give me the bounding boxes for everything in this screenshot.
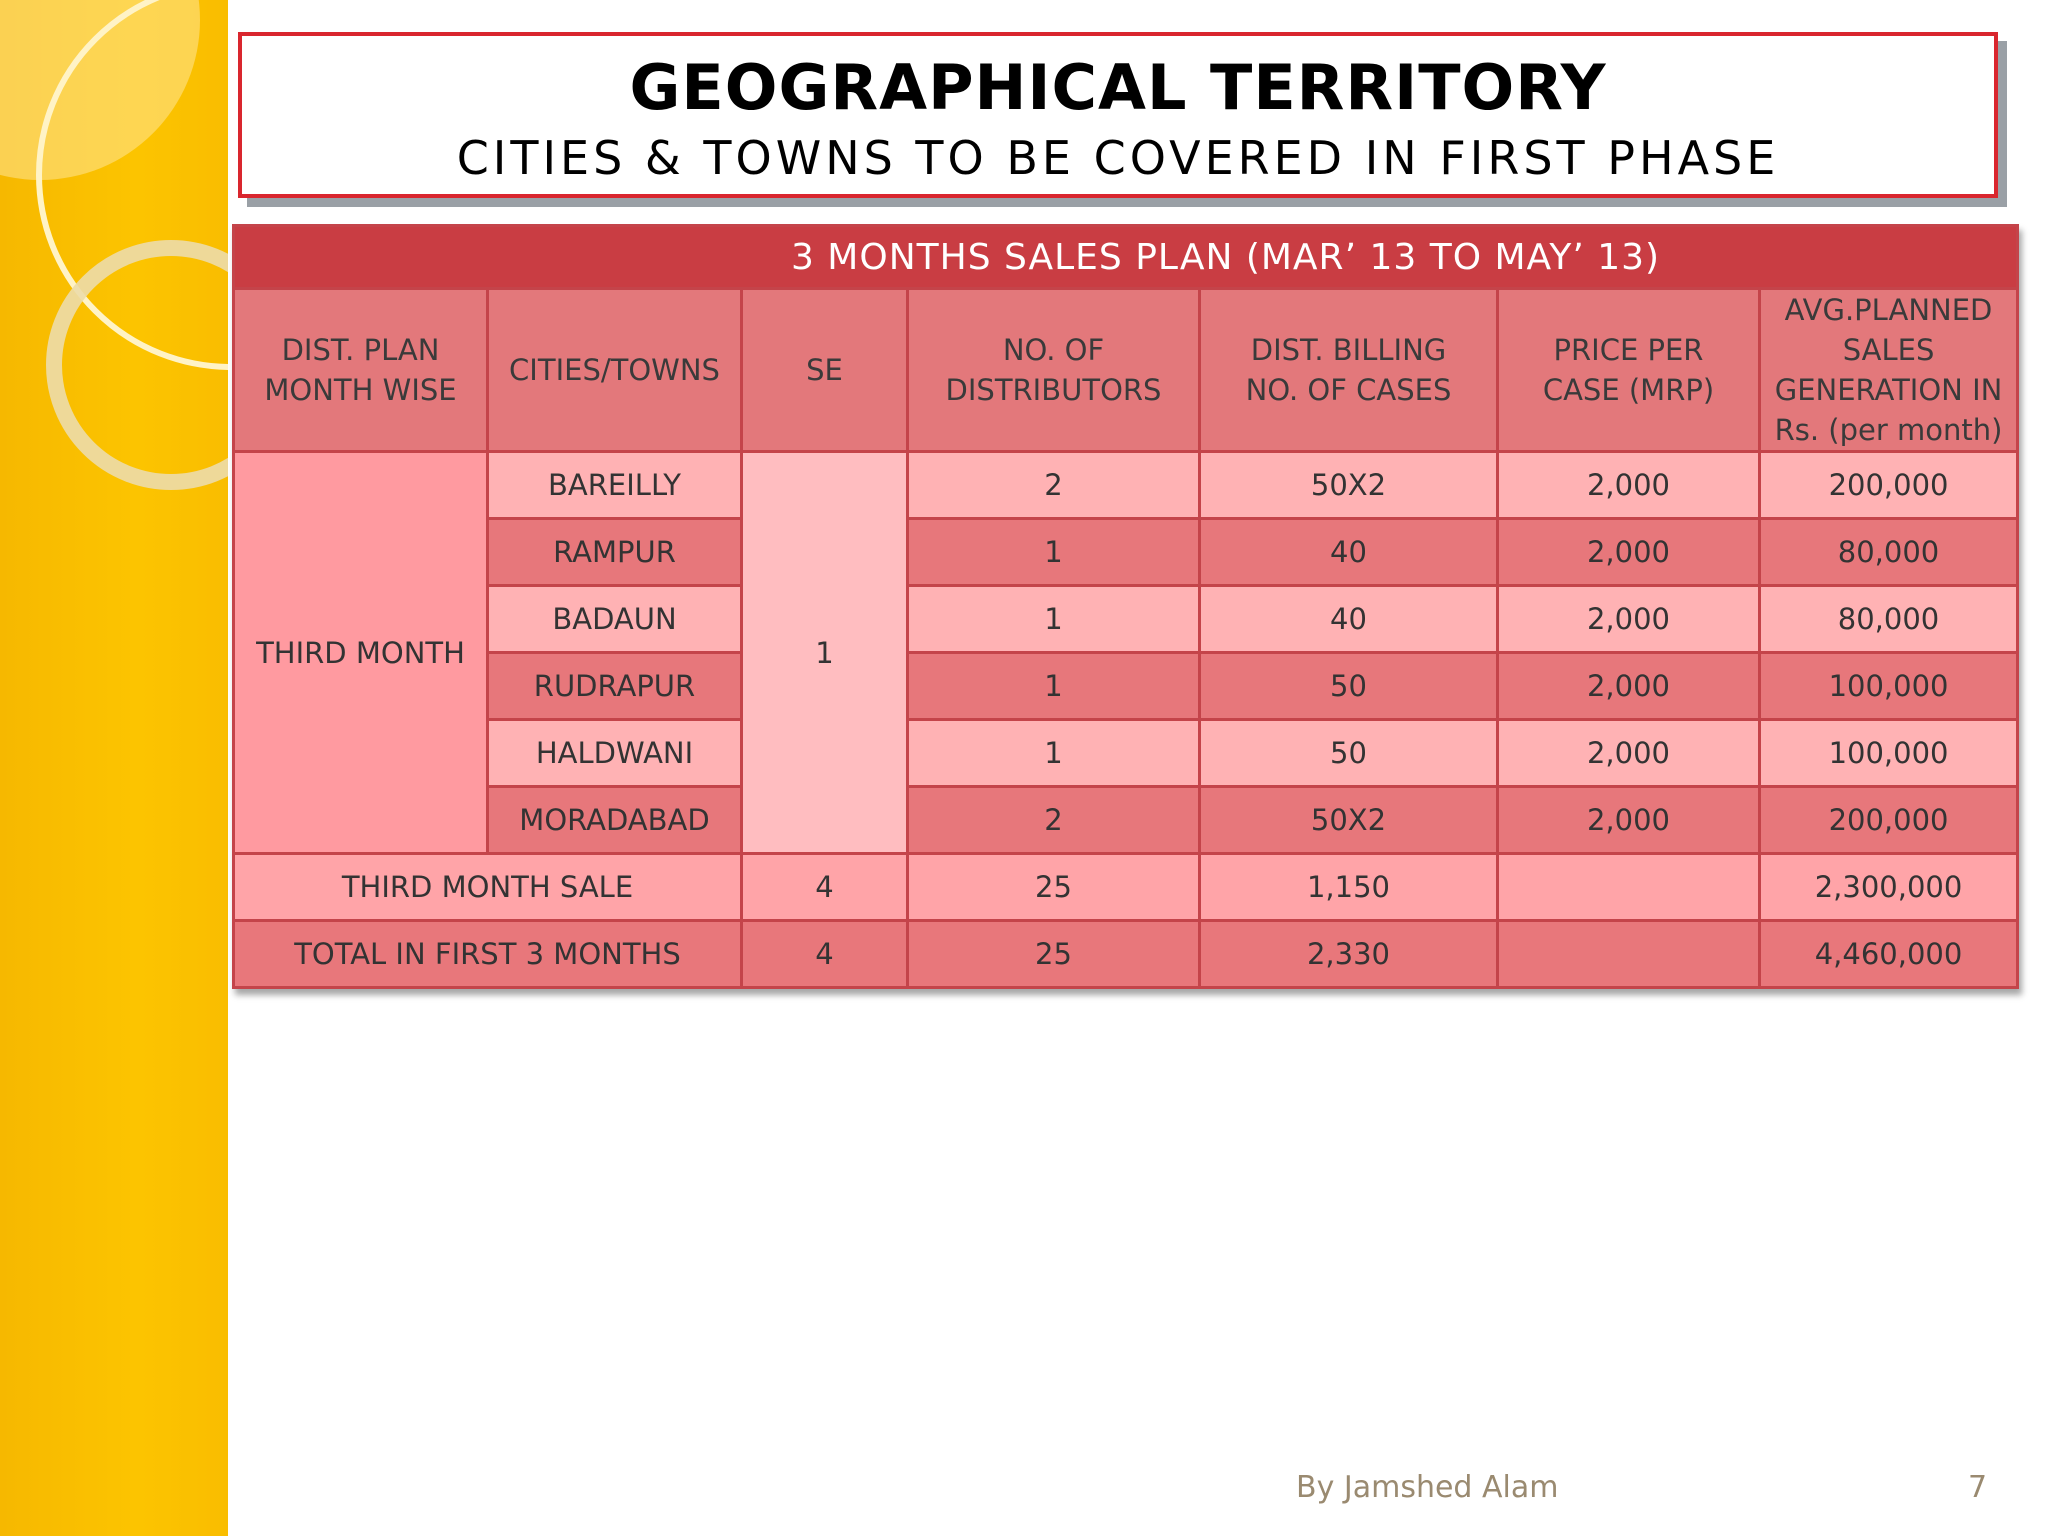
table-row	[234, 787, 2018, 854]
summary-sales: 2,300,000	[1760, 854, 2018, 921]
sales-cell: 100,000	[1760, 720, 2018, 787]
table-row	[234, 720, 2018, 787]
cases-cell: 40	[1200, 586, 1498, 653]
table-row	[234, 519, 2018, 586]
cases-cell: 50X2	[1200, 787, 1498, 854]
distributors-cell: 1	[908, 519, 1200, 586]
price-cell: 2,000	[1498, 452, 1760, 519]
slide-subtitle: CITIES & TOWNS TO BE COVERED IN FIRST PHASE	[456, 131, 1780, 185]
summary-se: 4	[742, 921, 908, 988]
header-se: SE	[742, 289, 908, 452]
city-cell: MORADABAD	[488, 787, 742, 854]
summary-price	[1498, 854, 1760, 921]
price-cell: 2,000	[1498, 787, 1760, 854]
cases-cell: 50	[1200, 653, 1498, 720]
summary-sales: 4,460,000	[1760, 921, 2018, 988]
summary-row	[234, 854, 2018, 921]
distributors-cell: 2	[908, 452, 1200, 519]
table-caption: 3 MONTHS SALES PLAN (MAR’ 13 TO MAY’ 13)	[234, 226, 2018, 289]
title-box	[238, 32, 1998, 198]
summary-se: 4	[742, 854, 908, 921]
distributors-cell: 1	[908, 586, 1200, 653]
sales-plan-table	[232, 224, 2019, 989]
sales-cell: 100,000	[1760, 653, 2018, 720]
header-distributors: NO. OF DISTRIBUTORS	[908, 289, 1200, 452]
summary-row	[234, 921, 2018, 988]
table-row	[234, 452, 2018, 519]
summary-cases: 2,330	[1200, 921, 1498, 988]
cases-cell: 40	[1200, 519, 1498, 586]
header-price: PRICE PER CASE (MRP)	[1498, 289, 1760, 452]
table-header-row	[234, 289, 2018, 452]
city-cell: BAREILLY	[488, 452, 742, 519]
summary-price	[1498, 921, 1760, 988]
footer-author: By Jamshed Alam	[1296, 1470, 1559, 1505]
price-cell: 2,000	[1498, 653, 1760, 720]
header-dist-plan: DIST. PLAN MONTH WISE	[234, 289, 488, 452]
header-cities: CITIES/TOWNS	[488, 289, 742, 452]
cases-cell: 50	[1200, 720, 1498, 787]
city-cell: BADAUN	[488, 586, 742, 653]
decorative-sidebar	[0, 0, 228, 1536]
distributors-cell: 2	[908, 787, 1200, 854]
sales-cell: 200,000	[1760, 452, 2018, 519]
summary-label: TOTAL IN FIRST 3 MONTHS	[234, 921, 742, 988]
summary-cases: 1,150	[1200, 854, 1498, 921]
price-cell: 2,000	[1498, 720, 1760, 787]
table-row	[234, 586, 2018, 653]
sales-cell: 80,000	[1760, 586, 2018, 653]
sales-cell: 200,000	[1760, 787, 2018, 854]
price-cell: 2,000	[1498, 586, 1760, 653]
city-cell: RUDRAPUR	[488, 653, 742, 720]
slide-title: GEOGRAPHICAL TERRITORY	[629, 51, 1607, 124]
header-billing-cases: DIST. BILLING NO. OF CASES	[1200, 289, 1498, 452]
sales-cell: 80,000	[1760, 519, 2018, 586]
table-row	[234, 653, 2018, 720]
price-cell: 2,000	[1498, 519, 1760, 586]
city-cell: RAMPUR	[488, 519, 742, 586]
se-cell: 1	[742, 452, 908, 854]
distributors-cell: 1	[908, 653, 1200, 720]
cases-cell: 50X2	[1200, 452, 1498, 519]
distributors-cell: 1	[908, 720, 1200, 787]
month-cell: THIRD MONTH	[234, 452, 488, 854]
header-sales: AVG.PLANNED SALES GENERATION IN Rs. (per month)	[1760, 289, 2018, 452]
city-cell: HALDWANI	[488, 720, 742, 787]
page-number: 7	[1968, 1470, 1988, 1505]
summary-distributors: 25	[908, 854, 1200, 921]
summary-distributors: 25	[908, 921, 1200, 988]
table-caption-row	[234, 226, 2018, 289]
summary-label: THIRD MONTH SALE	[234, 854, 742, 921]
